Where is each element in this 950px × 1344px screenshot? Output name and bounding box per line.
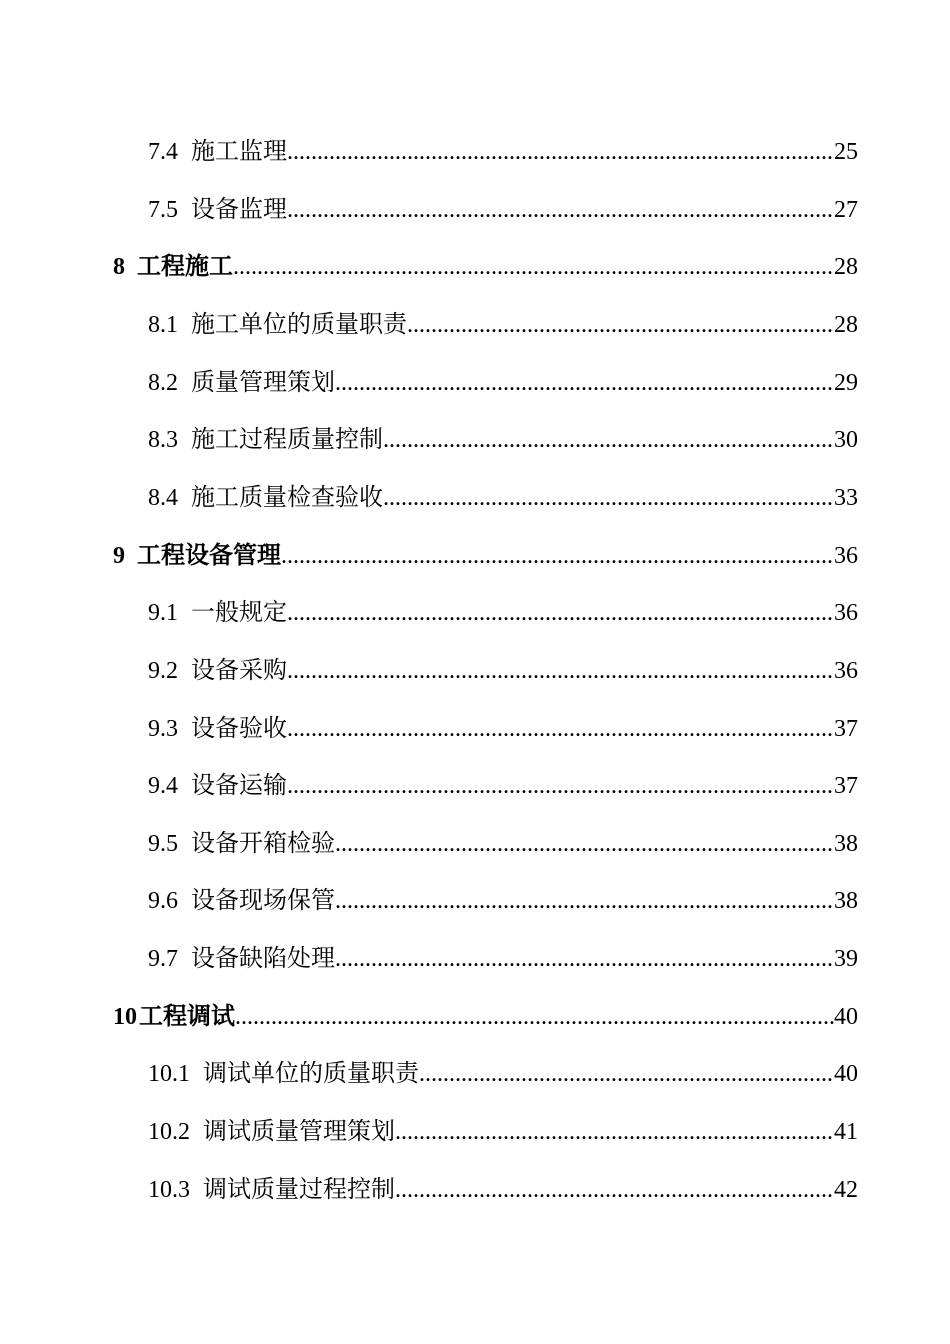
toc-entry-number: 9.2 <box>148 657 178 684</box>
toc-entry[interactable] <box>148 136 858 168</box>
toc-entry-title: 工程施工 <box>137 254 233 281</box>
toc-entry[interactable] <box>113 251 858 283</box>
toc-entry-title: 施工监理 <box>191 139 287 165</box>
dot-leader <box>395 1174 834 1206</box>
toc-entry-title: 工程设备管理 <box>137 542 281 569</box>
toc-entry-page-number: 33 <box>834 484 858 511</box>
toc-entry[interactable] <box>148 943 858 975</box>
toc-entry[interactable] <box>148 597 858 629</box>
toc-entry-number: 10.3 <box>148 1176 190 1203</box>
toc-entry[interactable] <box>148 655 858 687</box>
toc-entry-page-number: 36 <box>834 542 858 569</box>
dot-leader <box>287 194 834 226</box>
toc-entry-title: 调试质量管理策划 <box>203 1119 395 1146</box>
dot-leader <box>287 713 834 745</box>
toc-entry-number: 9.1 <box>148 600 178 627</box>
toc-entry-number: 9.7 <box>148 946 178 973</box>
toc-entry[interactable] <box>148 885 858 917</box>
toc-entry-title: 设备验收 <box>191 715 287 742</box>
toc-entry-page-number: 40 <box>834 1061 858 1088</box>
toc-entry[interactable] <box>148 309 858 341</box>
toc-entry-number: 10.2 <box>148 1119 190 1146</box>
toc-entry-number: 8 <box>113 254 125 281</box>
dot-leader <box>407 309 834 341</box>
toc-entry-number: 8.2 <box>148 369 178 396</box>
toc-entry-title: 施工单位的质量职责 <box>191 311 407 338</box>
toc-entry[interactable] <box>148 1116 858 1148</box>
toc-entry-title: 设备开箱检验 <box>191 830 335 857</box>
toc-entry[interactable] <box>148 194 858 226</box>
dot-leader <box>233 251 834 283</box>
dot-leader <box>395 1116 834 1148</box>
toc-entry-page-number: 28 <box>834 311 858 338</box>
toc-entry[interactable] <box>113 540 858 572</box>
toc-entry-number: 10 <box>113 1003 137 1030</box>
toc-entry[interactable] <box>113 1001 858 1033</box>
dot-leader <box>335 943 834 975</box>
toc-entry[interactable] <box>148 1174 858 1206</box>
toc-entry-page-number: 40 <box>834 1003 858 1030</box>
toc-entry-title: 质量管理策划 <box>191 369 335 396</box>
toc-entry-number: 8.3 <box>148 427 178 454</box>
dot-leader <box>287 770 834 802</box>
dot-leader <box>335 885 834 917</box>
dot-leader <box>287 597 834 629</box>
toc-entry-number: 10.1 <box>148 1061 190 1088</box>
toc-entry-title: 一般规定 <box>191 600 287 627</box>
toc-entry-title: 调试质量过程控制 <box>203 1176 395 1203</box>
toc-entry-page-number: 37 <box>834 773 858 800</box>
toc-entry-page-number: 36 <box>834 657 858 684</box>
toc-entry-page-number: 28 <box>834 254 858 281</box>
toc-entry-title: 设备缺陷处理 <box>191 946 335 973</box>
toc-entry-page-number: 37 <box>834 715 858 742</box>
toc-entry[interactable] <box>148 770 858 802</box>
toc-entry-number: 9.3 <box>148 715 178 742</box>
dot-leader <box>383 424 834 456</box>
toc-entry-page-number: 36 <box>834 600 858 627</box>
toc-entry-title: 施工过程质量控制 <box>191 427 383 454</box>
toc-entry-number: 9 <box>113 542 125 569</box>
toc-entry-number: 7.4 <box>148 139 178 165</box>
dot-leader <box>335 367 834 399</box>
toc-entry-title: 施工质量检查验收 <box>191 484 383 511</box>
toc-entry-number: 8.1 <box>148 311 178 338</box>
toc-entry-page-number: 42 <box>834 1176 858 1203</box>
toc-entry[interactable] <box>148 1058 858 1090</box>
toc-entry-number: 9.4 <box>148 773 178 800</box>
toc-entry[interactable] <box>148 828 858 860</box>
toc-entry-number: 9.5 <box>148 830 178 857</box>
toc-entry[interactable] <box>148 482 858 514</box>
dot-leader <box>419 1058 834 1090</box>
toc-entry-page-number: 29 <box>834 369 858 396</box>
toc-entry-number: 7.5 <box>148 196 178 223</box>
dot-leader <box>287 655 834 687</box>
toc-entry-number: 8.4 <box>148 484 178 511</box>
toc-entry-page-number: 39 <box>834 946 858 973</box>
toc-entry-title: 工程调试 <box>139 1003 235 1030</box>
toc-entry-number: 9.6 <box>148 888 178 915</box>
toc-entry-title: 设备运输 <box>191 773 287 800</box>
dot-leader <box>281 540 834 572</box>
dot-leader <box>287 136 834 168</box>
toc-entry-page-number: 38 <box>834 888 858 915</box>
dot-leader <box>383 482 834 514</box>
toc-entry-title: 调试单位的质量职责 <box>203 1061 419 1088</box>
dot-leader <box>335 828 834 860</box>
toc-entry-page-number: 27 <box>834 196 858 223</box>
toc-entry-title: 设备监理 <box>191 196 287 223</box>
toc-entry-title: 设备现场保管 <box>191 888 335 915</box>
toc-entry-page-number: 41 <box>834 1119 858 1146</box>
dot-leader <box>235 1001 834 1033</box>
toc-entry[interactable] <box>148 713 858 745</box>
toc-entry[interactable] <box>148 424 858 456</box>
toc-entry-page-number: 30 <box>834 427 858 454</box>
toc-entry-page-number: 25 <box>834 139 858 165</box>
toc-entry-page-number: 38 <box>834 830 858 857</box>
toc-entry[interactable] <box>148 367 858 399</box>
toc-entry-title: 设备采购 <box>191 657 287 684</box>
